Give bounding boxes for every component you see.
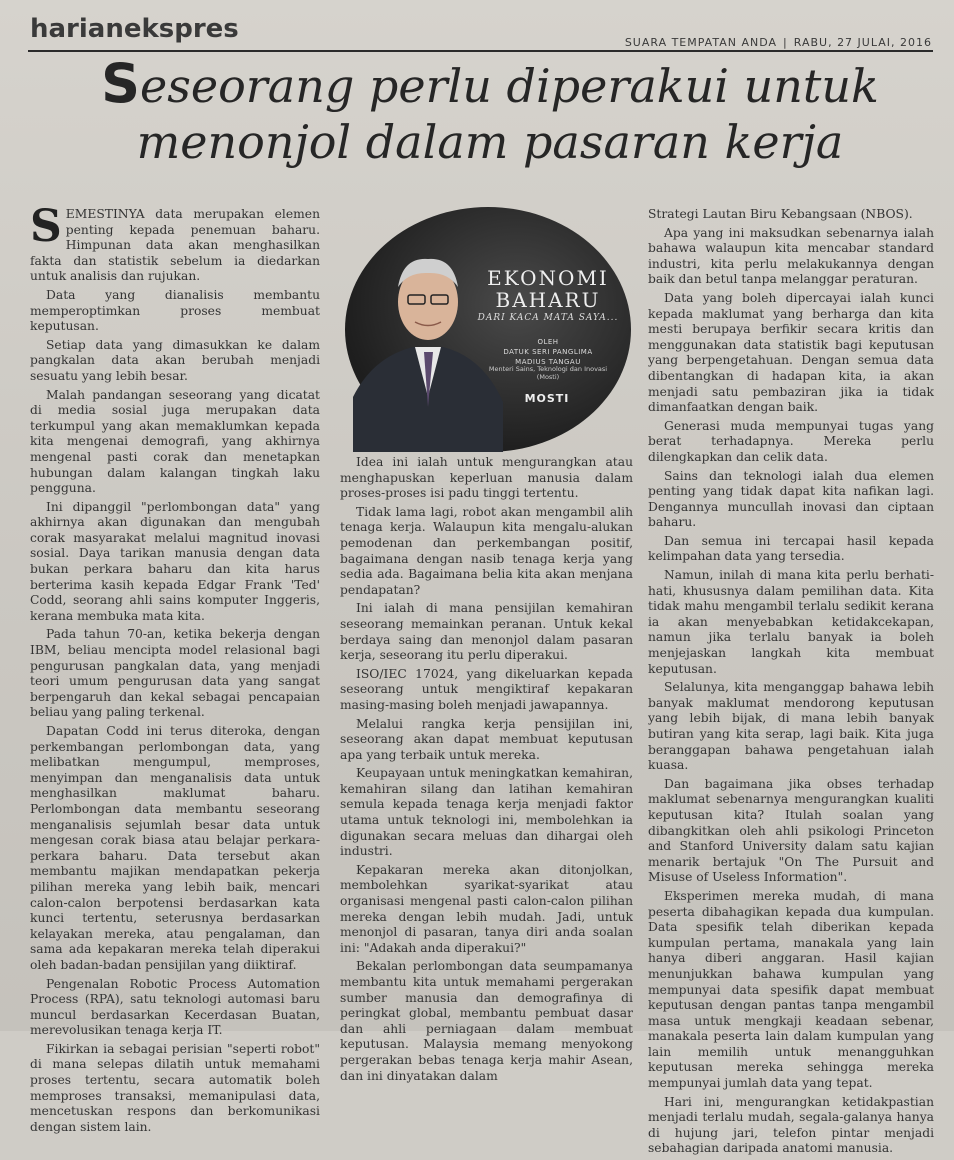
paragraph: SEMESTINYA data merupakan elemen penting kepada penemuan baharu. Himpunan data akan menghasilkan fakta dan statistik sebelum ia diedarkan untuk analisis dan rujukan. <box>30 201 320 284</box>
byline-name: MADIUS TANGAU <box>515 358 581 366</box>
paragraph: Dapatan Codd ini terus diteroka, dengan perkembangan perlombongan data, yang melibatkan mengumpul, memproses, menyimpan dan menganalisis data untuk menghasilkan maklumat baharu. Perlombongan data membantu seseorang menganalisis sejumlah besar data untuk mengesan corak biasa atau belajar perkara-perkara baharu. Data tersebut akan membantu majikan mendapatkan pekerja pilihan mereka yang lebih baik, mencari calon-calon berpotensi berdasarkan kata kunci tertentu, seterusnya berdasarkan kelayakan mereka, atau pengalaman, dan sama ada kepakaran mereka telah diperakui oleh badan-badan pensijilan yang diiktiraf. <box>30 724 320 972</box>
headline-line2: menonjol dalam pasaran kerja <box>136 115 844 169</box>
byline-title: DATUK SERI PANGLIMA <box>503 348 593 356</box>
paragraph: Fikirkan ia sebagai perisian "seperti robot" di mana selepas dilatih untuk memahami proses tertentu, secara automatik boleh memproses transaksi, memanipulasi data, mencetuskan respons dan berkomunikasi dengan sistem lain. <box>30 1041 320 1134</box>
paragraph: Tidak lama lagi, robot akan mengambil alih tenaga kerja. Walaupun kita mengalu-alukan pemodenan dan perkembangan positif, bagaimana dengan nasib tenaga kerja yang sedia ada. Bagaimana belia kita akan menjana pendapatan? <box>340 504 633 597</box>
paragraph: Bekalan perlombongan data seumpamanya membantu kita untuk memahami pergerakan sumber manusia dan demografinya di peringkat global, membantu pembuat dasar dan ahli perniagaan dalam membuat keputusan. Malaysia memang menyokong pergerakan bebas tenaga kerja mahir Asean, dan ini dinyatakan dalam <box>340 959 633 1083</box>
graphic-byline <box>473 337 623 367</box>
paragraph: Data yang boleh dipercayai ialah kunci kepada maklumat yang berharga dan kita mesti berupaya berfikir secara kritis dan menggunakan data statistik bagi keputusan yang berpengetahuan. Dengan semua data dibentangkan di hadapan kita, ia akan menjadi satu pembaziran jika ia tidak dimanfaatkan dengan baik. <box>648 290 934 415</box>
paragraph: Hari ini, mengurangkan ketidakpastian menjadi terlalu mudah, segala-galanya hanya di hujung jari, telefon pintar menjadi sebahagian daripada anatomi manusia. <box>648 1094 934 1156</box>
graphic-subtitle: DARI KACA MATA SAYA... <box>477 313 619 323</box>
paragraph: Namun, inilah di mana kita perlu berhati-hati, khususnya dalam pemilihan data. Kita tidak mahu mengambil terlalu sedikit kerana ia akan menyebabkan ketidakcekapan, namun jika terlalu banyak ia boleh menjejaskan langkah kita membuat keputusan. <box>648 568 934 676</box>
mosti-logo: MOSTI <box>524 392 570 405</box>
paragraph: Data yang dianalisis membantu memperoptimkan proses membuat keputusan. <box>30 287 320 334</box>
article-column-3 <box>648 207 934 1160</box>
paragraph: Kepakaran mereka akan ditonjolkan, membolehkan syarikat-syarikat atau organisasi mengenal pasti calon-calon pilihan mereka dengan lebih mudah. Jadi, untuk menonjol di pasaran, tanya diri anda soalan ini: "Adakah anda diperakui?" <box>340 862 633 955</box>
byline-oleh: OLEH <box>537 338 559 346</box>
paragraph: Ini dipanggil "perlombongan data" yang akhirnya akan digunakan dan mengubah corak masyarakat melalui magnitud inovasi sosial. Daya tarikan manusia dengan data bukan perkara baharu dan kita harus berterima kasih kepada Edgar Frank 'Ted' Codd, seorang ahli sains komputer Inggeris, kerana membuka mata kita. <box>30 499 320 623</box>
paragraph: Strategi Lautan Biru Kebangsaan (NBOS). <box>648 207 913 221</box>
article-column-2 <box>340 455 633 1087</box>
paragraph: Keupayaan untuk meningkatkan kemahiran, kemahiran silang dan latihan kemahiran semula kepada tenaga kerja menjadi faktor utama untuk teknologi ini, membolehkan ia digunakan secara meluas dan dihargai oleh industri. <box>340 766 633 859</box>
issue-date: RABU, 27 JULAI, 2016 <box>793 36 932 49</box>
paragraph: Sains dan teknologi ialah dua elemen penting yang tidak dapat kita nafikan lagi. Dengannya muncullah inovasi dan ciptaan baharu. <box>648 468 934 530</box>
paragraph: Idea ini ialah untuk mengurangkan atau menghapuskan keperluan manusia dalam proses-proses isi padu tinggi tertentu. <box>340 455 633 501</box>
dateline <box>625 36 932 49</box>
paragraph: Dan bagaimana jika obses terhadap maklumat sebenarnya mengurangkan kualiti keputusan kita? Itulah soalan yang dibangkitkan oleh ahli psikologi Princeton and Stanford University dalam satu kajian menarik bertajuk "On The Pursuit and Misuse of Useless Information". <box>648 776 934 885</box>
paragraph: Apa yang ini maksudkan sebenarnya ialah bahawa walaupun kita mencabar standard industri, kita perlu melakukannya dengan baik dan betul tanpa melanggar peraturan. <box>648 225 934 287</box>
graphic-title <box>473 267 623 311</box>
graphic-title-line1: EKONOMI <box>487 266 609 290</box>
headline-initial: S <box>101 52 141 115</box>
paragraph: ISO/IEC 17024, yang dikeluarkan kepada seseorang untuk mengiktiraf kepakaran masing-masing boleh menjadi jawapannya. <box>340 666 633 712</box>
column-graphic <box>345 207 631 452</box>
masthead-logo: harianekspres <box>30 14 239 44</box>
author-portrait <box>353 207 503 452</box>
masthead-rule <box>28 50 933 52</box>
paragraph: Ini ialah di mana pensijilan kemahiran seseorang memainkan peranan. Untuk kekal berdaya saing dan menonjol dalam pasaran kerja, seseorang itu perlu diperakui. <box>340 601 633 663</box>
paragraph: Dan semua ini tercapai hasil kepada kelimpahan data yang tersedia. <box>648 533 934 564</box>
article-headline <box>50 52 930 170</box>
graphic-title-line2: BAHARU <box>495 288 601 312</box>
paragraph: Generasi muda mempunyai tugas yang berat terhadapnya. Mereka perlu dilengkapkan dan celik data. <box>648 418 934 464</box>
paragraph: Melalui rangka kerja pensijilan ini, seseorang akan dapat membuat keputusan apa yang terbaik untuk mereka. <box>340 716 633 762</box>
paragraph: Pengenalan Robotic Process Automation Process (RPA), satu teknologi automasi baru muncul berdasarkan Kecerdasan Buatan, merevolusikan tenaga kerja IT. <box>30 976 320 1038</box>
paragraph: Malah pandangan seseorang yang dicatat di media sosial juga merupakan data terkumpul yang akan memaklumkan kepada kita mengenai demografi, yang akhirnya mengenal pasti corak dan menetapkan hubungan dalam kalangan tingkah laku pengguna. <box>30 387 320 496</box>
paragraph: Eksperimen mereka mudah, di mana peserta dibahagikan kepada dua kumpulan. Data spesifik telah diberikan kepada kumpulan pertama, manakala yang lain hanya diberi anggaran. Hasil kajian menunjukkan bahawa kumpulan yang mempunyai data spesifik dapat membuat keputusan dengan pantas tanpa mengambil masa untuk mengkaji keadaan sebenar, manakala peserta lain dalam kumpulan yang lain memilih untuk menangguhkan keputusan mereka sehingga mereka mempunyai jumlah data yang tepat. <box>648 888 934 1091</box>
headline-line1: eseorang perlu diperakui untuk <box>140 59 879 113</box>
paragraph: Pada tahun 70-an, ketika bekerja dengan IBM, beliau mencipta model relasional bagi pengurusan pangkalan data, yang menjadi teori umum pengurusan data yang sangat berpengaruh dan kekal sebagai pencapaian beliau yang paling terkenal. <box>30 627 320 720</box>
paragraph: Setiap data yang dimasukkan ke dalam pangkalan data akan berubah menjadi sesuatu yang lebih besar. <box>30 337 320 383</box>
dateline-separator: | <box>783 36 788 49</box>
drop-cap: S <box>30 201 62 252</box>
section-name: SUARA TEMPATAN ANDA <box>624 36 778 49</box>
paragraph: Selalunya, kita menganggap bahawa lebih banyak maklumat mendorong keputusan yang lebih bijak, di mana lebih banyak butiran yang kita serap, lagi baik. Kita juga beranggapan bahawa pengetahuan ialah kuasa. <box>648 680 934 773</box>
article-column-1 <box>30 201 320 1138</box>
author-role: Menteri Sains, Teknologi dan Inovasi (Mosti) <box>488 365 608 381</box>
